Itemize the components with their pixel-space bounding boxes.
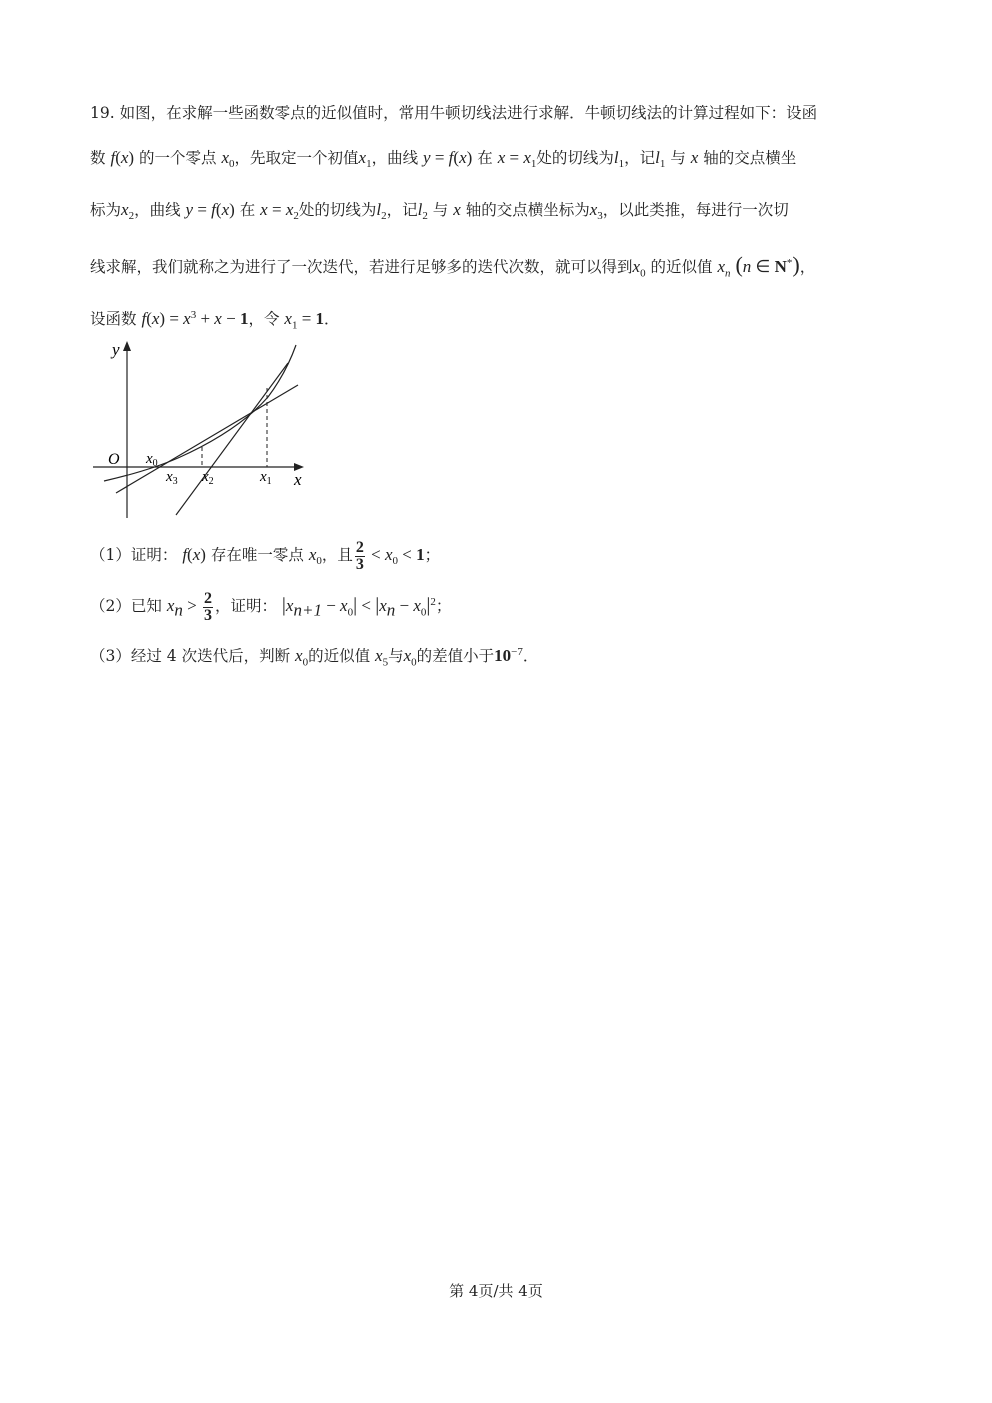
problem-line-4: 线求解，我们就称之为进行了一次迭代，若进行足够多的迭代次数，就可以得到$x_0$ 的近似值 $x_n$ (n ∈ N*)，	[90, 252, 816, 280]
q1-text: 存在唯一零点	[210, 546, 304, 564]
q3-text2: 与	[388, 647, 404, 666]
text-zai-2: 在	[239, 201, 256, 219]
text-yu: 与	[670, 149, 686, 167]
text-zero-point: 的一个零点	[139, 149, 217, 167]
math-x1: x	[358, 148, 367, 167]
label-x1: $x_1$	[260, 469, 272, 487]
page-footer: 第 4页/共 4页	[449, 1282, 543, 1300]
text-tangent: 处的切线为	[536, 149, 614, 167]
y-axis-arrow	[123, 341, 131, 351]
math-x2: x	[121, 200, 129, 219]
text-ji: ，记	[624, 149, 656, 167]
q1-end: ；	[424, 546, 441, 564]
q1-and: ，且	[321, 546, 353, 564]
tangent-line-l1	[176, 363, 288, 515]
math-fx-q1: f	[182, 545, 188, 564]
math-x0-q3: x	[295, 646, 303, 666]
problem-number: 19.	[90, 104, 115, 122]
text-period: ．	[324, 310, 340, 329]
math-x0-q1: x	[308, 545, 317, 564]
fraction-2-3-q2: $\frac{2}{3}$	[203, 589, 212, 624]
question-2: （2）已知 $x_n$ > $\frac{2}{3}$ ，证明： $|x_{n+1} - x_0| < |x_n - x_0|^2$；	[90, 589, 452, 624]
text-initial: ，先取定一个初值	[234, 149, 359, 167]
problem-line-1	[90, 103, 910, 123]
q2-label: （2）已知	[90, 597, 162, 616]
newton-method-figure	[88, 335, 310, 523]
math-x5: x	[375, 646, 383, 666]
text-curve: ，曲线	[371, 149, 419, 167]
label-x3: $x_3$	[166, 469, 178, 487]
q3-text1: 的近似值	[308, 647, 371, 666]
label-x0: $x_0$	[146, 451, 158, 469]
math-x-eq-x2: x	[260, 200, 268, 219]
q2-end: ；	[435, 597, 452, 616]
math-x-axis: x	[690, 148, 699, 167]
math-x0-b: x	[632, 257, 641, 277]
label-origin: O	[108, 451, 120, 468]
math-xn-q2: x	[166, 596, 175, 616]
q3-end: ．	[522, 647, 539, 666]
math-x1-eq-1: x	[284, 309, 292, 329]
math-abs-inequality: |	[281, 594, 286, 617]
text-iteration-def: 线求解，我们就称之为进行了一次迭代，若进行足够多的迭代次数，就可以得到	[90, 258, 633, 277]
text-zai: 在	[477, 149, 493, 167]
math-y-eq-fx: y	[423, 148, 431, 167]
question-1: （1）证明： f(x) 存在唯一零点 $x_0$，且 $\frac{2}{3}$ < $x_0 < 1$；	[90, 538, 441, 573]
q3-label: （3）经过 4 次迭代后，判断	[90, 647, 291, 666]
math-l2b: l	[417, 200, 423, 219]
q1-label: （1）证明：	[90, 546, 178, 564]
text-curve-2: ，曲线	[134, 201, 181, 219]
text-approx: 的近似值	[650, 258, 713, 277]
fraction-2-3: $\frac{2}{3}$	[355, 538, 364, 573]
text-set-fn: 设函数	[90, 310, 137, 329]
label-x: x	[294, 470, 302, 489]
text-intersect: 轴的交点横坐	[703, 149, 797, 167]
math-x0: x	[221, 148, 230, 167]
problem-intro: 如图，在求解一些函数零点的近似值时，常用牛顿切线法进行求解．牛顿切线法的计算过程如下：设函	[119, 104, 818, 122]
text-ji-2: ，记	[386, 201, 418, 219]
text-shu: 数	[90, 149, 106, 167]
text-biaowei: 标为	[90, 201, 122, 219]
math-fx-def: f	[141, 309, 147, 329]
problem-line-3: 标为$x_2$，曲线 y = f(x) 在 $x = x_2$处的切线为$l_2$，记$l_2$ 与 x 轴的交点横坐标为$x_3$，以此类推，每进行一次切	[90, 200, 789, 223]
math-xn: x	[717, 257, 725, 277]
math-l1b: l	[655, 148, 660, 167]
math-10-neg7: 10	[494, 646, 512, 666]
math-y-eq-fx-2: y	[185, 200, 194, 219]
math-x0-q3b: x	[403, 646, 412, 666]
question-3: （3）经过 4 次迭代后，判断 $x_0$的近似值 $x_5$与$x_0$的差值小于$10^{-7}$．	[90, 646, 539, 669]
problem-line-5: 设函数 $f(x) = x^3 + x - 1$，令 $x_1 = 1$．	[90, 309, 340, 332]
math-n-in-N: (	[735, 252, 743, 278]
math-x3: x	[589, 200, 598, 219]
q3-text3: 的差值小于	[416, 647, 495, 666]
math-x-axis-2: x	[453, 200, 461, 219]
math-fx: f	[110, 148, 116, 167]
label-y: y	[112, 340, 120, 359]
text-yu-2: 与	[432, 201, 449, 219]
math-l1: l	[613, 148, 619, 167]
text-iterate: ，以此类推，每进行一次切	[602, 201, 789, 219]
label-x2: $x_2$	[202, 469, 214, 487]
math-l2: l	[376, 200, 382, 219]
text-comma: ，	[799, 258, 816, 277]
text-intersect-2: 轴的交点横坐标为	[465, 201, 590, 219]
problem-line-2: 数 f(x) 的一个零点 $x_0$，先取定一个初值$x_1$，曲线 y = f(x) 在 $x = x_1$处的切线为$l_1$，记$l_1$ 与 x 轴的交点横坐	[90, 148, 797, 171]
text-ling: ，令	[248, 310, 280, 329]
text-tangent-2: 处的切线为	[298, 201, 377, 219]
q2-text: ，证明：	[214, 597, 277, 616]
math-x-eq-x1: x	[497, 148, 506, 167]
